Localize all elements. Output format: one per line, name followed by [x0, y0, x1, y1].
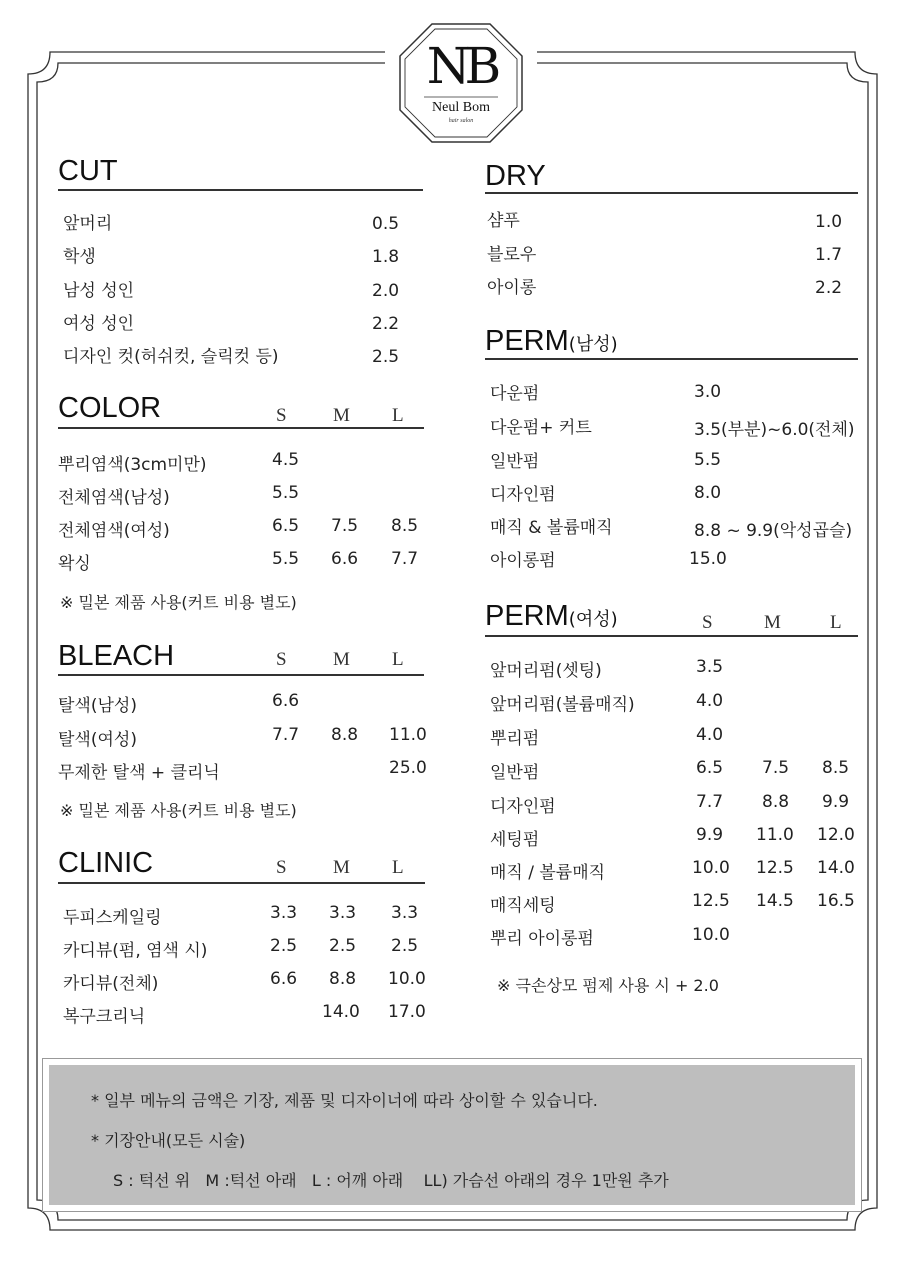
price-l: 12.0: [817, 825, 855, 845]
perm-women-note: ※ 극손상모 펌제 사용 시 + 2.0: [497, 976, 719, 995]
section-title: CUT: [58, 155, 118, 187]
size-header-l: L: [392, 857, 404, 878]
size-header-m: M: [333, 649, 350, 670]
size-header-l: L: [392, 405, 404, 426]
section-title: [485, 325, 618, 358]
price-s: 6.6: [270, 969, 298, 989]
item-price: 3.0: [694, 382, 722, 402]
price-s: 12.5: [692, 891, 730, 911]
size-header-l: L: [830, 612, 842, 633]
price-m: 12.5: [756, 858, 794, 878]
item-name: 두피스케일링: [63, 908, 162, 928]
section-title-sub: (여성): [568, 609, 618, 630]
price-s: 4.5: [272, 450, 300, 470]
price-s: 3.3: [270, 903, 298, 923]
price-m: 14.5: [756, 891, 794, 911]
price-l: 25.0: [389, 758, 427, 778]
item-name: 뿌리펌: [490, 729, 540, 749]
item-price: 2.2: [372, 314, 400, 334]
item-name: 카디뷰(전체): [63, 974, 159, 994]
item-name: 전체염색(여성): [58, 521, 170, 541]
item-name: 다운펌: [490, 384, 540, 404]
price-l: 3.3: [391, 903, 419, 923]
size-header-m: M: [764, 612, 781, 633]
price-m: 11.0: [756, 825, 794, 845]
price-m: 14.0: [322, 1002, 360, 1022]
item-name: 디자인 컷(허쉬컷, 슬릭컷 등): [63, 347, 279, 367]
section-divider: [58, 189, 423, 191]
notice-line-1: * 일부 메뉴의 금액은 기장, 제품 및 디자이너에 따라 상이할 수 있습니다.: [91, 1091, 598, 1110]
item-name: 뿌리 아이롱펌: [490, 929, 594, 949]
price-s: 4.0: [696, 725, 724, 745]
item-price: 15.0: [689, 549, 727, 569]
item-price: 2.2: [815, 278, 843, 298]
price-m: 8.8: [331, 725, 359, 745]
price-l: 16.5: [817, 891, 855, 911]
color-note: ※ 밀본 제품 사용(커트 비용 별도): [60, 593, 297, 612]
item-name: 앞머리펌(셋팅): [490, 661, 602, 681]
price-s: 6.6: [272, 691, 300, 711]
section-title: [485, 600, 618, 633]
brand-monogram: NB: [426, 37, 496, 95]
brand-tagline: hair salon: [448, 118, 474, 124]
item-name: 앞머리: [63, 214, 113, 234]
size-header-l: L: [392, 649, 404, 670]
price-s: 3.5: [696, 657, 724, 677]
price-m: 8.8: [329, 969, 357, 989]
section-title-main: PERM: [485, 600, 569, 632]
price-l: 2.5: [391, 936, 419, 956]
price-s: 6.5: [696, 758, 724, 778]
item-name: 여성 성인: [63, 314, 135, 334]
item-price: 2.5: [372, 347, 400, 367]
item-name: 전체염색(남성): [58, 488, 170, 508]
notice-line-3: S : 턱선 위 M :턱선 아래 L : 어깨 아래 LL) 가슴선 아래의 경우 1만원 추가: [113, 1171, 669, 1190]
section-title-sub: (남성): [568, 334, 618, 355]
item-name: 일반펌: [490, 452, 540, 472]
section-divider: [58, 427, 424, 429]
item-name: 블로우: [487, 245, 537, 265]
item-name: 복구크리닉: [63, 1007, 146, 1027]
price-s: 4.0: [696, 691, 724, 711]
item-name: 일반펌: [490, 763, 540, 783]
price-m: 7.5: [331, 516, 359, 536]
item-name: 탈색(남성): [58, 696, 137, 716]
size-header-m: M: [333, 857, 350, 878]
size-header-s: S: [276, 857, 287, 878]
size-header-s: S: [702, 612, 713, 633]
item-name: 아이롱: [487, 278, 537, 298]
price-l: 8.5: [822, 758, 850, 778]
section-title-main: PERM: [485, 325, 569, 357]
size-header-m: M: [333, 405, 350, 426]
item-price: 8.0: [694, 483, 722, 503]
item-name: 세팅펌: [490, 830, 540, 850]
item-price: 3.5(부분)~6.0(전체): [694, 420, 855, 440]
item-name: 아이롱펌: [490, 551, 556, 571]
item-name: 학생: [63, 247, 96, 267]
section-divider: [58, 674, 424, 676]
price-m: 3.3: [329, 903, 357, 923]
price-s: 7.7: [272, 725, 300, 745]
notice-line-2: * 기장안내(모든 시술): [91, 1131, 246, 1150]
price-s: 2.5: [270, 936, 298, 956]
price-s: 10.0: [692, 925, 730, 945]
section-title: BLEACH: [58, 640, 175, 672]
section-divider: [58, 882, 425, 884]
price-l: 7.7: [391, 549, 419, 569]
item-name: 탈색(여성): [58, 730, 137, 750]
price-l: 9.9: [822, 792, 850, 812]
price-s: 6.5: [272, 516, 300, 536]
item-price: 0.5: [372, 214, 400, 234]
item-name: 다운펌+ 커트: [490, 418, 592, 438]
item-price: 1.8: [372, 247, 400, 267]
price-m: 8.8: [762, 792, 790, 812]
item-name: 남성 성인: [63, 281, 135, 301]
section-title: COLOR: [58, 392, 162, 424]
item-name: 매직 & 볼륨매직: [490, 518, 613, 538]
item-name: 카디뷰(펌, 염색 시): [63, 941, 208, 961]
item-name: 무제한 탈색 + 클리닉: [58, 763, 220, 783]
section-title: CLINIC: [58, 847, 154, 879]
item-price: 5.5: [694, 450, 722, 470]
price-m: 2.5: [329, 936, 357, 956]
price-l: 11.0: [389, 725, 427, 745]
item-name: 디자인펌: [490, 485, 556, 505]
price-l: 14.0: [817, 858, 855, 878]
item-name: 디자인펌: [490, 797, 556, 817]
size-header-s: S: [276, 405, 287, 426]
brand-name: Neul Bom: [432, 100, 490, 115]
price-l: 17.0: [388, 1002, 426, 1022]
notice-box: [42, 1058, 862, 1212]
bleach-note: ※ 밀본 제품 사용(커트 비용 별도): [60, 801, 297, 820]
price-s: 9.9: [696, 825, 724, 845]
price-m: 6.6: [331, 549, 359, 569]
section-divider: [485, 358, 858, 360]
price-s: 5.5: [272, 549, 300, 569]
price-s: 5.5: [272, 483, 300, 503]
size-header-s: S: [276, 649, 287, 670]
section-divider: [485, 635, 858, 637]
price-s: 7.7: [696, 792, 724, 812]
item-name: 뿌리염색(3cm미만): [58, 455, 207, 475]
price-l: 8.5: [391, 516, 419, 536]
item-price: 1.7: [815, 245, 843, 265]
item-name: 샴푸: [487, 211, 520, 231]
item-name: 매직 / 볼륨매직: [490, 863, 606, 883]
item-price: 2.0: [372, 281, 400, 301]
item-price: 1.0: [815, 212, 843, 232]
notice-panel: [49, 1065, 855, 1205]
price-l: 10.0: [388, 969, 426, 989]
section-divider: [485, 192, 858, 194]
price-s: 10.0: [692, 858, 730, 878]
section-title: DRY: [485, 160, 546, 192]
item-name: 왁싱: [58, 554, 91, 574]
brand-logo: [400, 22, 522, 144]
item-name: 앞머리펌(볼륨매직): [490, 695, 635, 715]
price-m: 7.5: [762, 758, 790, 778]
item-name: 매직세팅: [490, 896, 556, 916]
item-price: 8.8 ~ 9.9(악성곱슬): [694, 521, 853, 541]
